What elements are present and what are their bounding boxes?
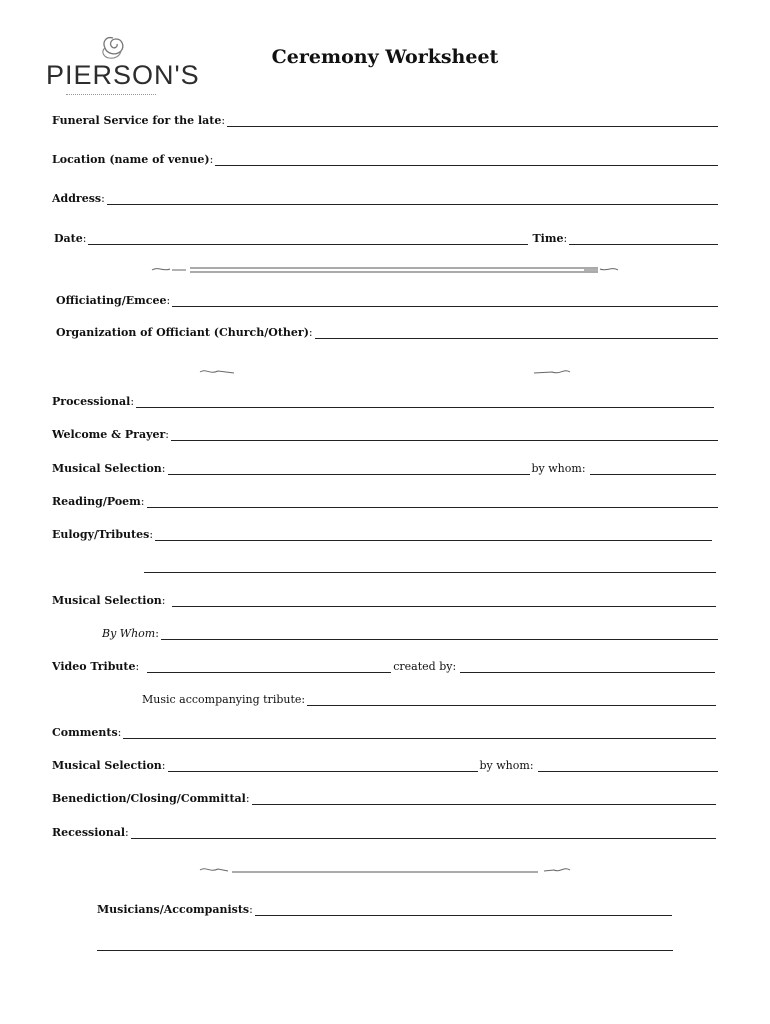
label-service: Funeral Service for the late: [52, 114, 222, 127]
label-processional: Processional: [52, 395, 131, 408]
field-date-time: Date : Time :: [54, 232, 718, 245]
label-by-whom-2: By Whom: [102, 627, 156, 640]
input-reading[interactable]: [147, 497, 718, 508]
logo: [44, 34, 200, 104]
field-comments: Comments :: [52, 726, 716, 739]
label-created-by: created by:: [393, 660, 457, 673]
divider-ornament: [150, 262, 620, 278]
field-welcome: Welcome & Prayer :: [52, 428, 718, 441]
label-welcome: Welcome & Prayer: [52, 428, 166, 441]
input-comments[interactable]: [123, 728, 716, 739]
input-by-whom-1[interactable]: [590, 464, 716, 475]
field-organization: Organization of Officiant (Church/Other) :: [56, 326, 718, 339]
input-music-tribute[interactable]: [307, 695, 716, 706]
field-location: Location (name of venue) :: [52, 153, 718, 166]
input-service[interactable]: [227, 116, 718, 127]
field-musicians-continued: [97, 940, 673, 951]
input-by-whom-2[interactable]: [161, 629, 718, 640]
field-officiating: Officiating/Emcee :: [56, 294, 718, 307]
input-processional[interactable]: [136, 397, 714, 408]
input-by-whom-3[interactable]: [538, 761, 718, 772]
input-date[interactable]: [88, 234, 528, 245]
input-time[interactable]: [569, 234, 718, 245]
input-officiating[interactable]: [172, 296, 718, 307]
input-organization[interactable]: [315, 328, 718, 339]
divider-ornament-bottom: [198, 864, 574, 876]
input-eulogy-continued[interactable]: [144, 562, 716, 573]
label-date: Date: [54, 232, 83, 245]
label-by-whom-3: by whom:: [479, 759, 534, 772]
input-location[interactable]: [215, 155, 718, 166]
label-location: Location (name of venue): [52, 153, 210, 166]
field-benediction: Benediction/Closing/Committal :: [52, 792, 716, 805]
input-benediction[interactable]: [252, 794, 716, 805]
field-eulogy: Eulogy/Tributes :: [52, 528, 712, 541]
input-video[interactable]: [147, 662, 391, 673]
logo-tagline-dots: [66, 94, 156, 98]
label-music-tribute: Music accompanying tribute:: [142, 693, 306, 706]
field-musical-2: Musical Selection :: [52, 594, 716, 607]
field-eulogy-continued: [142, 562, 716, 573]
field-service: Funeral Service for the late :: [52, 114, 718, 127]
field-musical-3: Musical Selection : by whom:: [52, 759, 718, 772]
label-reading: Reading/Poem: [52, 495, 141, 508]
field-recessional: Recessional :: [52, 826, 716, 839]
label-by-whom-1: by whom:: [531, 462, 586, 475]
field-by-whom-2: By Whom :: [102, 627, 718, 640]
flourish-left-icon: [198, 366, 238, 378]
label-recessional: Recessional: [52, 826, 126, 839]
label-musical-2: Musical Selection: [52, 594, 162, 607]
label-comments: Comments: [52, 726, 118, 739]
input-welcome[interactable]: [171, 430, 718, 441]
input-musicians-continued[interactable]: [97, 940, 673, 951]
input-eulogy[interactable]: [155, 530, 712, 541]
input-recessional[interactable]: [131, 828, 716, 839]
input-musical-1[interactable]: [168, 464, 530, 475]
field-music-tribute: [142, 693, 716, 706]
field-video: Video Tribute : created by:: [52, 660, 715, 673]
label-eulogy: Eulogy/Tributes: [52, 528, 150, 541]
input-musical-3[interactable]: [168, 761, 478, 772]
label-organization: Organization of Officiant (Church/Other): [56, 326, 309, 339]
field-musical-1: Musical Selection : by whom:: [52, 462, 716, 475]
flourish-right-icon: [532, 366, 572, 378]
field-processional: Processional :: [52, 395, 714, 408]
label-musical-1: Musical Selection: [52, 462, 162, 475]
label-musical-3: Musical Selection: [52, 759, 162, 772]
label-benediction: Benediction/Closing/Committal: [52, 792, 246, 805]
page-title: Ceremony Worksheet: [271, 46, 499, 68]
label-time: Time: [532, 232, 564, 245]
label-video: Video Tribute: [52, 660, 136, 673]
brand-name: PIERSON'S: [46, 60, 200, 90]
input-musical-2[interactable]: [172, 596, 716, 607]
label-address: Address: [52, 192, 102, 205]
label-musicians: Musicians/Accompanists: [97, 903, 250, 916]
field-reading: Reading/Poem :: [52, 495, 718, 508]
field-musicians: Musicians/Accompanists :: [97, 903, 672, 916]
field-address: Address :: [52, 192, 718, 205]
input-address[interactable]: [107, 194, 718, 205]
input-musicians[interactable]: [255, 905, 672, 916]
input-created-by[interactable]: [460, 662, 715, 673]
label-officiating: Officiating/Emcee: [56, 294, 167, 307]
